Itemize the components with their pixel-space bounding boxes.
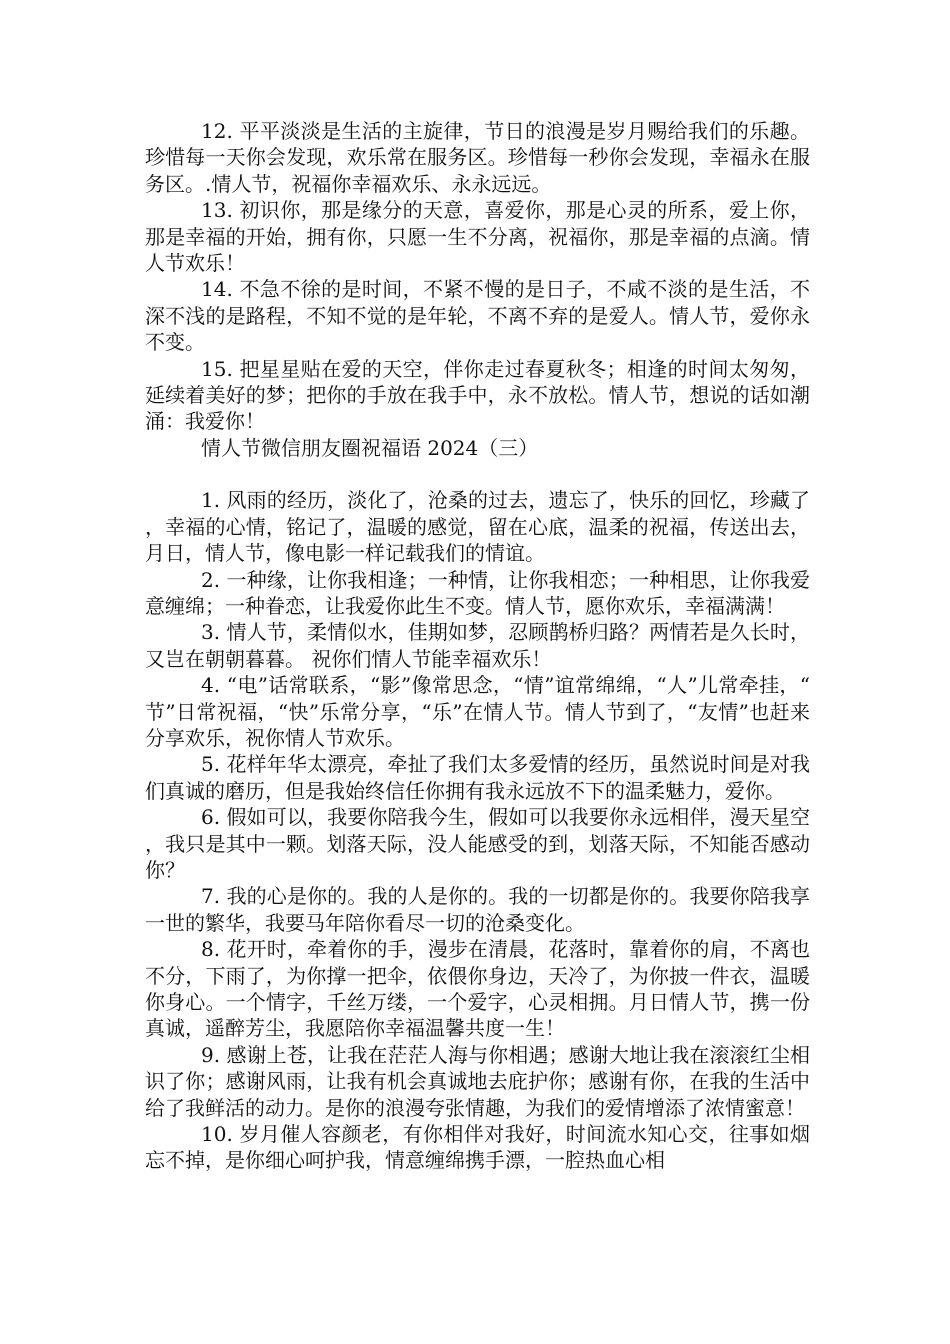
paragraph-12: 12. 平平淡淡是生活的主旋律，节日的浪漫是岁月赐给我们的乐趣。珍惜每一天你会发现，欢乐常在服务区。珍惜每一秒你会发现，幸福永在服务区。.情人节，祝福你幸福欢乐、永永远远。 (145, 119, 810, 196)
paragraph-9: 9. 感谢上苍，让我在茫茫人海与你相遇；感谢大地让我在滚滚红尘相识了你；感谢风雨，让我有机会真诚地去庇护你；感谢有你，在我的生活中给了我鲜活的动力。是你的浪漫夸张情趣，为我们的爱情增添了浓情蜜意！ (145, 1042, 810, 1120)
paragraph-7: 7. 我的心是你的。我的人是你的。我的一切都是你的。我要你陪我享一世的繁华，我要马年陪你看尽一切的沧桑变化。 (145, 884, 810, 935)
paragraph-3: 3. 情人节，柔情似水，佳期如梦，忍顾鹊桥归路？两情若是久长时，又岂在朝朝暮暮。 祝你们情人节能幸福欢乐！ (145, 620, 810, 671)
paragraph-1: 1. 风雨的经历，淡化了，沧桑的过去，遗忘了，快乐的回忆，珍藏了，幸福的心情，铭记了，温暖的感觉，留在心底，温柔的祝福，传送出去，月日，情人节，像电影一样记载我们的情谊。 (145, 488, 810, 566)
section-heading: 情人节微信朋友圈祝福语 2024（三） (201, 435, 539, 460)
paragraph-4: 4. “电”话常联系，“影”像常思念，“情”谊常绵绵，“人”儿常牵挂，“节”日常祝福，“快”乐常分享，“乐”在情人节。情人节到了，“友情”也赶来分享欢乐，祝你情人节欢乐。 (145, 673, 810, 750)
paragraph-14: 14. 不急不徐的是时间，不紧不慢的是日子，不咸不淡的是生活，不深不浅的是路程，不知不觉的是年轮，不离不弃的是爱人。情人节，爱你永不变。 (145, 277, 810, 355)
paragraph-5: 5. 花样年华太漂亮，牵扯了我们太多爱情的经历，虽然说时间是对我们真诚的磨历，但是我始终信任你拥有我永远放不下的温柔魅力，爱你。 (145, 752, 810, 803)
paragraph-10: 10. 岁月催人容颜老，有你相伴对我好，时间流水知心交，往事如烟忘不掉，是你细心呵护我，情意缠绵携手漂，一腔热血心相 (145, 1122, 810, 1173)
paragraph-6: 6. 假如可以，我要你陪我今生，假如可以我要你永远相伴，漫天星空，我只是其中一颗。划落天际，没人能感受的到，划落天际，不知能否感动你？ (145, 805, 810, 882)
document-page (145, 118, 810, 1174)
paragraph-2: 2. 一种缘，让你我相逢；一种情，让你我相恋；一种相思，让你我爱意缠绵；一种眷恋，让我爱你此生不变。情人节，愿你欢乐，幸福满满！ (145, 567, 810, 618)
paragraph-8: 8. 花开时，牵着你的手，漫步在清晨，花落时，靠着你的肩，不离也不分，下雨了，为你撑一把伞，依偎你身边，天冷了，为你披一件衣，温暖你身心。一个情字，千丝万缕，一个爱字，心灵相拥。月日情人节，携一份真诚，遥醉芳尘，我愿陪你幸福温馨共度一生！ (145, 937, 810, 1041)
paragraph-13: 13. 初识你，那是缘分的天意，喜爱你，那是心灵的所系，爱上你，那是幸福的开始，拥有你，只愿一生不分离，祝福你，那是幸福的点滴。情人节欢乐！ (145, 198, 810, 276)
paragraph-15: 15. 把星星贴在爱的天空，伴你走过春夏秋冬；相逢的时间太匆匆，延续着美好的梦；把你的手放在我手中，永不放松。情人节，想说的话如潮涌：我爱你！ (145, 356, 810, 434)
blank-line (145, 461, 810, 487)
